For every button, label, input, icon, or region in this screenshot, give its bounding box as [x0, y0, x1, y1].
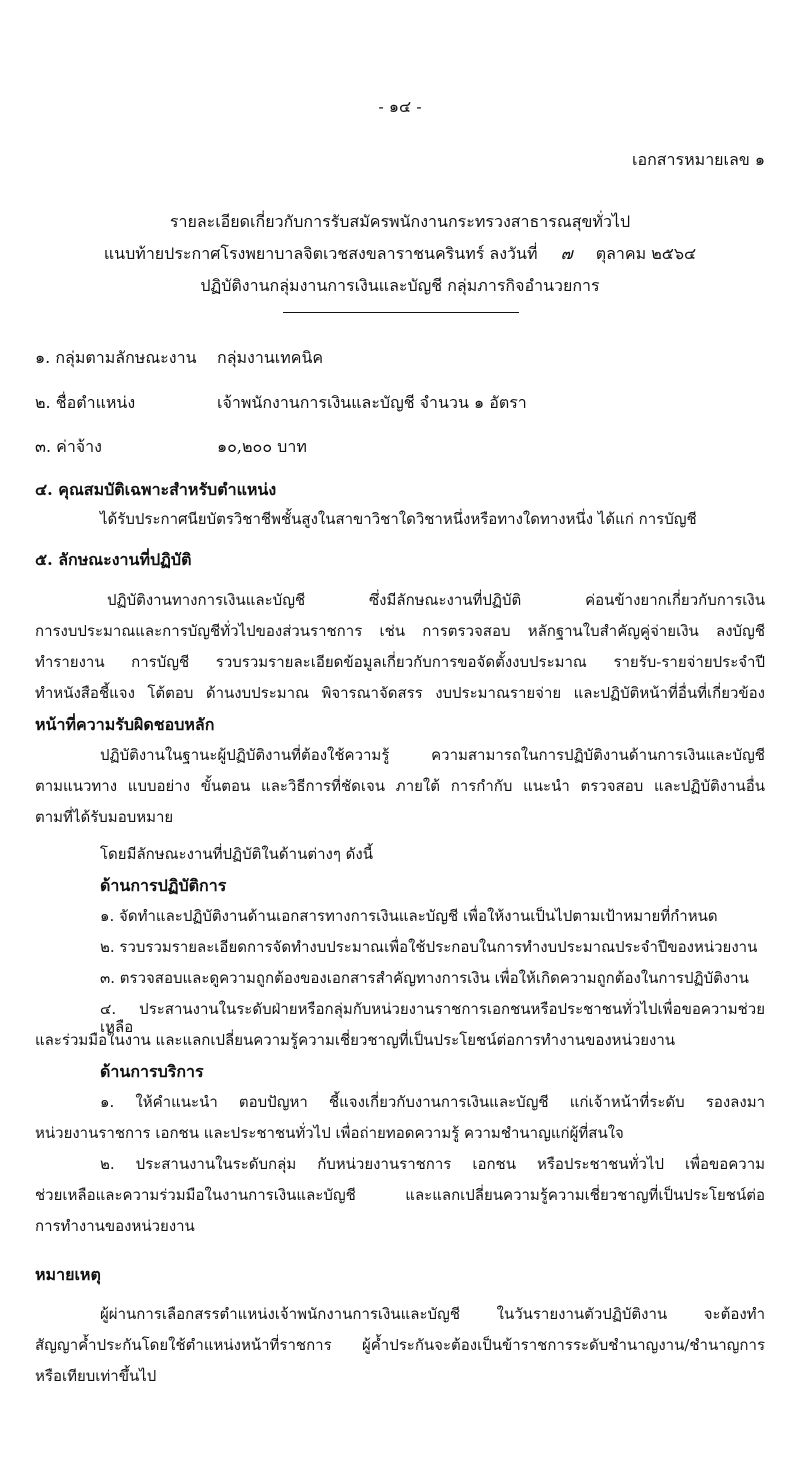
section-4-text: ได้รับประกาศนียบัตรวิชาชีพชั้นสูงในสาขาวิชาใดวิชาหนึ่งหรือทางใดทางหนึ่ง ได้แก่ การบัญชี [100, 510, 697, 528]
service-item-continued: หน่วยงานราชการ เอกชน และประชาชนทั่วไป เพื่อถ่ายทอดความรู้ ความชำนาญแก่ผู้ที่สนใจ [35, 1124, 624, 1142]
operations-item: ๑. จัดทำและปฏิบัติงานด้านเอกสารทางการเงินและบัญชี เพื่อให้งานเป็นไปตามเป้าหมายที่กำหนด [100, 907, 718, 925]
operations-item: ๓. ตรวจสอบและดูความถูกต้องของเอกสารสำคัญทางการเงิน เพื่อให้เกิดความถูกต้องในการปฏิบัติงาน [100, 969, 749, 987]
document-reference: เอกสารหมายเลข ๑ [631, 150, 765, 169]
field-value-group: กลุ่มงานเทคนิค [217, 348, 324, 367]
section-5-intro: โดยมีลักษณะงานที่ปฏิบัติในด้านต่างๆ ดังนี้ [100, 845, 373, 863]
section-4-heading: ๔. คุณสมบัติเฉพาะสำหรับตำแหน่ง [35, 480, 277, 499]
section-5-para2-line: ตามแนวทาง แบบอย่าง ขั้นตอน และวิธีการที่ชัดเจน ภายใต้ การกำกับ แนะนำ ตรวจสอบ และปฏิบัติงานอื่น [35, 777, 765, 795]
section-5-para2-line: ปฏิบัติงานในฐานะผู้ปฏิบัติงานที่ต้องใช้ความรู้ ความสามารถในการปฏิบัติงานด้านการเงินและบัญชี [100, 746, 765, 764]
field-label-group: ๑. กลุ่มตามลักษณะงาน [35, 348, 197, 367]
header-date-day: ๗ [560, 244, 573, 263]
remark-line: สัญญาค้ำประกันโดยใช้ตำแหน่งหน้าที่ราชการ ผู้ค้ำประกันจะต้องเป็นข้าราชการระดับชำนาญงาน/ชำนาญการ [35, 1336, 765, 1354]
field-label-position: ๒. ชื่อตำแหน่ง [35, 393, 136, 412]
header-line-2-text: แนบท้ายประกาศโรงพยาบาลจิตเวชสงขลาราชนครินทร์ ลงวันที่ [103, 244, 538, 263]
section-5-para1-line: การงบประมาณและการบัญชีทั่วไปของส่วนราชการ เช่น การตรวจสอบ หลักฐานใบสำคัญคู่จ่ายเงิน ลงบัญชี [35, 622, 765, 640]
header-divider [283, 312, 519, 313]
header-date-month-year: ตุลาคม ๒๕๖๔ [595, 244, 697, 263]
section-5-para1-line: ทำหนังสือชี้แจง โต้ตอบ ด้านงบประมาณ พิจารณาจัดสรร งบประมาณรายจ่าย และปฏิบัติหน้าที่อื่นที่เกี่ยวข้อง [35, 684, 765, 702]
section-5-para1-line: ปฏิบัติงานทางการเงินและบัญชี ซึ่งมีลักษณะงานที่ปฏิบัติ ค่อนข้างยากเกี่ยวกับการเงิน [107, 591, 765, 609]
operations-heading: ด้านการปฏิบัติการ [100, 876, 227, 895]
service-heading: ด้านการบริการ [100, 1062, 204, 1081]
section-5-para1-line: ทำรายงาน การบัญชี รวบรวมรายละเอียดข้อมูลเกี่ยวกับการขอจัดตั้งงบประมาณ รายรับ-รายจ่ายประจำปี [35, 653, 765, 671]
header-line-2 [0, 244, 800, 263]
header-line-1: รายละเอียดเกี่ยวกับการรับสมัครพนักงานกระทรวงสาธารณสุขทั่วไป [169, 212, 631, 231]
operations-item: ๔. ประสานงานในระดับฝ่ายหรือกลุ่มกับหน่วยงานราชการเอกชนหรือประชาชนทั่วไปเพื่อขอความช่วยเหลือ [100, 1000, 765, 1036]
remark-line: ผู้ผ่านการเลือกสรรตำแหน่งเจ้าพนักงานการเงินและบัญชี ในวันรายงานตัวปฏิบัติงาน จะต้องทำ [100, 1305, 765, 1323]
service-item: ๑. ให้คำแนะนำ ตอบปัญหา ชี้แจงเกี่ยวกับงานการเงินและบัญชี แก่เจ้าหน้าที่ระดับ รองลงมา [100, 1093, 765, 1111]
field-label-wage: ๓. ค่าจ้าง [35, 437, 102, 456]
remark-line: หรือเทียบเท่าขึ้นไป [35, 1367, 157, 1385]
operations-item: ๒. รวบรวมรายละเอียดการจัดทำงบประมาณเพื่อใช้ประกอบในการทำงบประมาณประจำปีของหน่วยงาน [100, 938, 758, 956]
section-5-para2-line: ตามที่ได้รับมอบหมาย [35, 808, 174, 826]
operations-item-continued: และร่วมมือในงาน และแลกเปลี่ยนความรู้ความเชี่ยวชาญที่เป็นประโยชน์ต่อการทำงานของหน่วยงาน [35, 1031, 676, 1049]
section-5-heading: ๕. ลักษณะงานที่ปฏิบัติ [35, 550, 192, 569]
service-item-continued: ช่วยเหลือและความร่วมมือในงานการเงินและบัญชี และแลกเปลี่ยนความรู้ความเชี่ยวชาญที่เป็นประโยชน์ต่อ [35, 1186, 765, 1204]
page-number: - ๑๔ - [378, 97, 422, 116]
header-line-3: ปฏิบัติงานกลุ่มงานการเงินและบัญชี กลุ่มภารกิจอำนวยการ [200, 276, 600, 295]
remark-heading: หมายเหตุ [35, 1265, 101, 1284]
service-item: ๒. ประสานงานในระดับกลุ่ม กับหน่วยงานราชการ เอกชน หรือประชาชนทั่วไป เพื่อขอความ [100, 1155, 765, 1173]
duty-heading: หน้าที่ความรับผิดชอบหลัก [35, 715, 215, 734]
field-value-position: เจ้าพนักงานการเงินและบัญชี จำนวน ๑ อัตรา [217, 393, 527, 412]
service-item-continued: การทำงานของหน่วยงาน [35, 1217, 195, 1235]
field-value-wage: ๑๐,๒๐๐ บาท [217, 437, 307, 456]
